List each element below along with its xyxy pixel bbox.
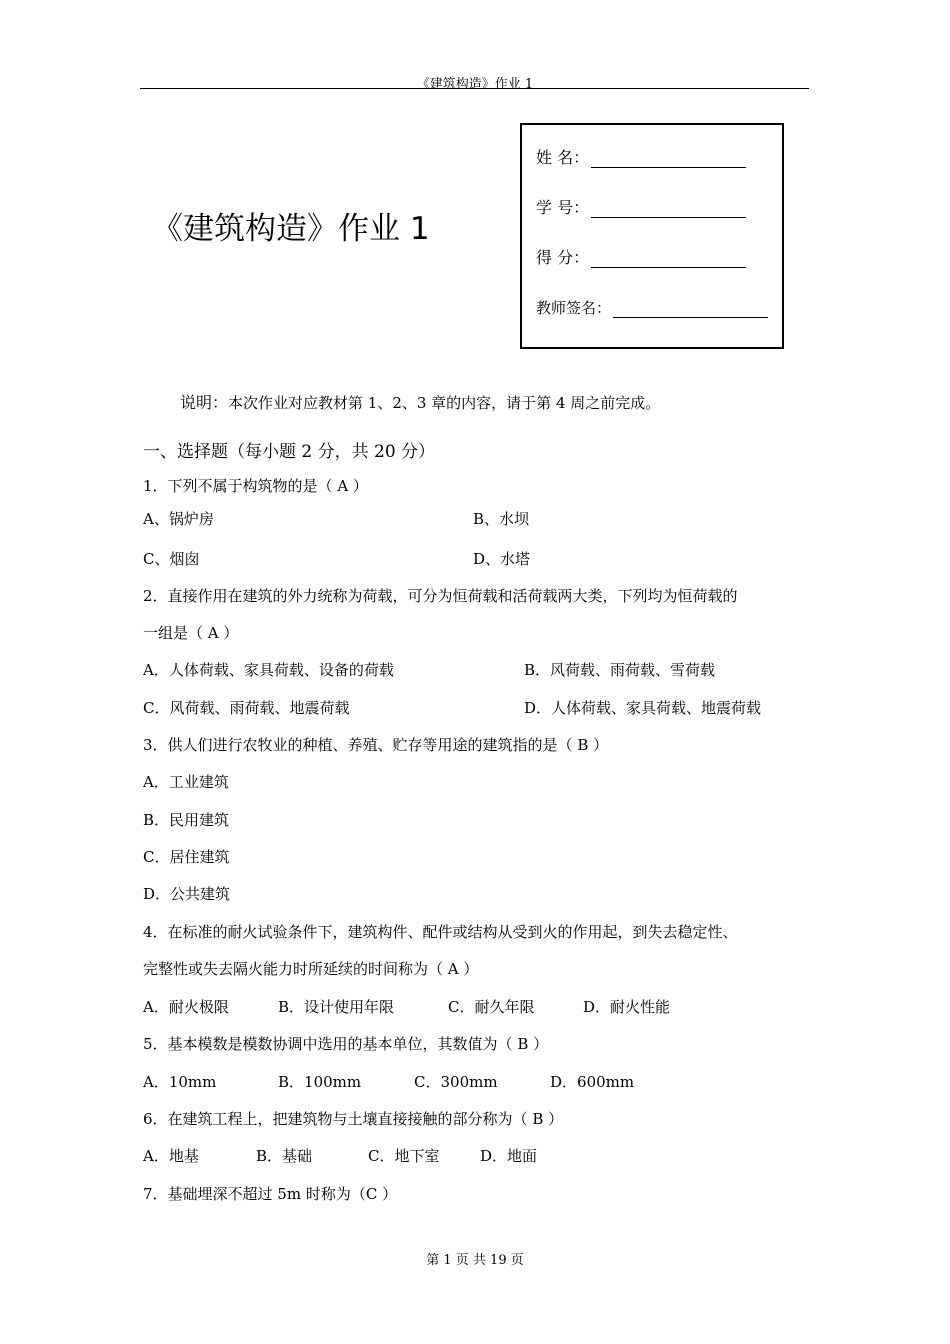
q3-option-a: A．工业建筑 [143,773,229,791]
q2-stem-line2: 一组是（ A ） [143,624,239,642]
q4-stem-line2: 完整性或失去隔火能力时所延续的时间称为（ A ） [143,960,479,978]
page-title: 《建筑构造》作业 1 [152,211,430,247]
instructions [180,390,660,413]
q6-option-d: D．地面 [480,1147,538,1165]
q6-stem: 6．在建筑工程上，把建筑物与土壤直接接触的部分称为（ B ） [143,1110,564,1128]
q1-stem: 1．下列不属于构筑物的是（ A ） [143,477,368,495]
q3-option-d: D．公共建筑 [143,885,231,903]
q3-stem: 3．供人们进行农牧业的种植、养殖、贮存等用途的建筑指的是（ B ） [143,736,609,754]
q5-stem: 5．基本模数是模数协调中选用的基本单位，其数值为（ B ） [143,1035,549,1053]
q5-option-c: C．300mm [414,1073,498,1091]
name-label: 姓 名： [536,148,590,167]
q5-option-d: D．600mm [550,1073,635,1091]
q3-option-c: C．居住建筑 [143,848,230,866]
q2-option-c: C．风荷载、雨荷载、地震荷载 [143,699,350,717]
q5-option-b: B．100mm [278,1073,362,1091]
q2-option-d: D．人体荷载、家具荷载、地震荷载 [524,699,762,717]
score-field[interactable] [591,253,746,268]
score-row [536,245,746,268]
q7-stem: 7．基础埋深不超过 5m 时称为（C ） [143,1185,398,1203]
q6-option-a: A．地基 [143,1147,199,1165]
q2-option-a: A．人体荷载、家具荷载、设备的荷载 [143,661,394,679]
q4-stem-line1: 4．在标准的耐火试验条件下，建筑构件、配件或结构从受到火的作用起，到失去稳定性、 [143,923,738,941]
q3-option-b: B．民用建筑 [143,811,230,829]
instructions-label: 说明： [180,393,229,412]
q4-option-a: A．耐火极限 [143,998,229,1016]
q2-option-b: B．风荷载、雨荷载、雪荷载 [524,661,716,679]
instructions-text: 本次作业对应教材第 1、2、3 章的内容，请于第 4 周之前完成。 [228,394,661,412]
q1-option-c: C、烟囱 [143,550,200,568]
q1-option-d: D、水塔 [473,550,531,568]
student-id-label: 学 号： [536,198,590,217]
q5-option-a: A．10mm [143,1073,217,1091]
q4-option-b: B．设计使用年限 [278,998,395,1016]
name-row [536,145,746,168]
running-header: 《建筑构造》作业 1 [416,77,534,92]
page-footer: 第 1 页 共 19 页 [426,1253,524,1268]
name-field[interactable] [591,153,746,168]
teacher-sign-label: 教师签名： [536,299,612,317]
section-heading: 一、选择题（每小题 2 分，共 20 分） [143,442,436,462]
q6-option-c: C．地下室 [368,1147,440,1165]
student-id-row [536,195,746,218]
score-label: 得 分： [536,248,590,267]
student-info-box [520,123,784,349]
header-rule [140,88,809,89]
q1-option-b: B、水坝 [473,510,530,528]
q6-option-b: B．基础 [256,1147,313,1165]
student-id-field[interactable] [591,203,746,218]
teacher-sign-field[interactable] [613,303,768,318]
q1-option-a: A、锅炉房 [143,510,214,528]
q4-option-d: D．耐火性能 [583,998,671,1016]
teacher-sign-row [536,297,768,318]
q4-option-c: C．耐久年限 [448,998,535,1016]
q2-stem-line1: 2．直接作用在建筑的外力统称为荷载，可分为恒荷载和活荷载两大类，下列均为恒荷载的 [143,587,738,605]
